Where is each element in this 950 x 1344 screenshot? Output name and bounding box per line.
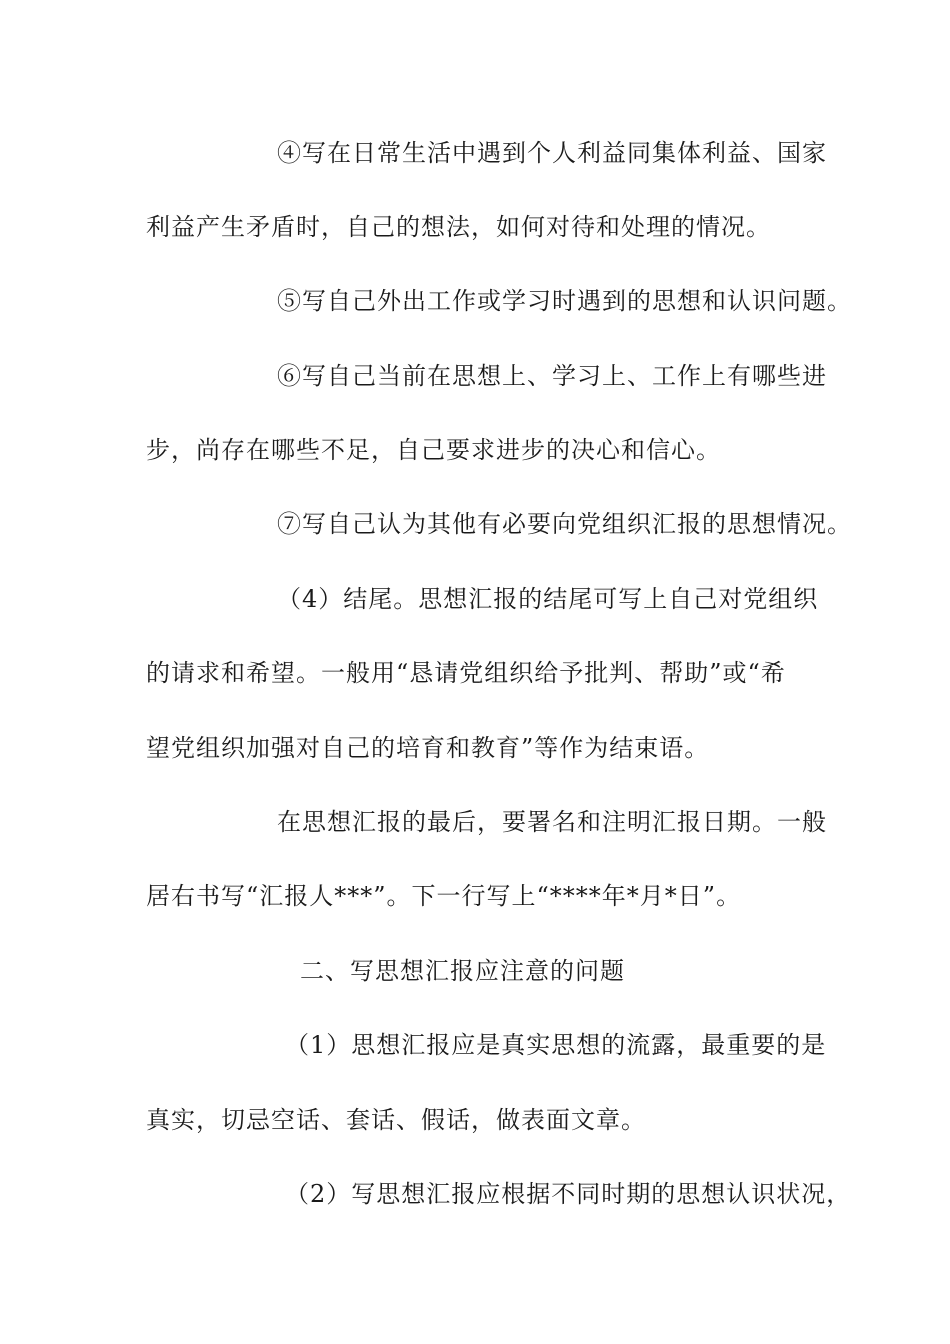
line-item-5: ⑤写自己外出工作或学习时遇到的思想和认识问题。 xyxy=(277,287,852,315)
line-item-6: ⑥写自己当前在思想上、学习上、工作上有哪些进 xyxy=(277,362,827,390)
line-continuation: 的请求和希望。一般用“恳请党组织给予批判、帮助”或“希 xyxy=(146,659,786,687)
section-heading: 二、写思想汇报应注意的问题 xyxy=(300,957,625,985)
line-ending-heading: （4）结尾。思想汇报的结尾可写上自己对党组织 xyxy=(277,585,819,613)
line-continuation: 居右书写“汇报人***”。下一行写上“****年*月*日”。 xyxy=(146,882,742,910)
line-continuation: 利益产生矛盾时，自己的想法，如何对待和处理的情况。 xyxy=(146,213,771,241)
line-item-7: ⑦写自己认为其他有必要向党组织汇报的思想情况。 xyxy=(277,510,852,538)
line-continuation: 步，尚存在哪些不足，自己要求进步的决心和信心。 xyxy=(146,436,721,464)
line-point-1: （1）思想汇报应是真实思想的流露，最重要的是 xyxy=(285,1031,827,1059)
line-point-2: （2）写思想汇报应根据不同时期的思想认识状况， xyxy=(285,1180,852,1208)
line-item-4: ④写在日常生活中遇到个人利益同集体利益、国家 xyxy=(277,139,827,167)
line-signature-note: 在思想汇报的最后，要署名和注明汇报日期。一般 xyxy=(277,808,827,836)
line-continuation: 真实，切忌空话、套话、假话，做表面文章。 xyxy=(146,1106,646,1134)
line-continuation: 望党组织加强对自己的培育和教育”等作为结束语。 xyxy=(146,734,710,762)
